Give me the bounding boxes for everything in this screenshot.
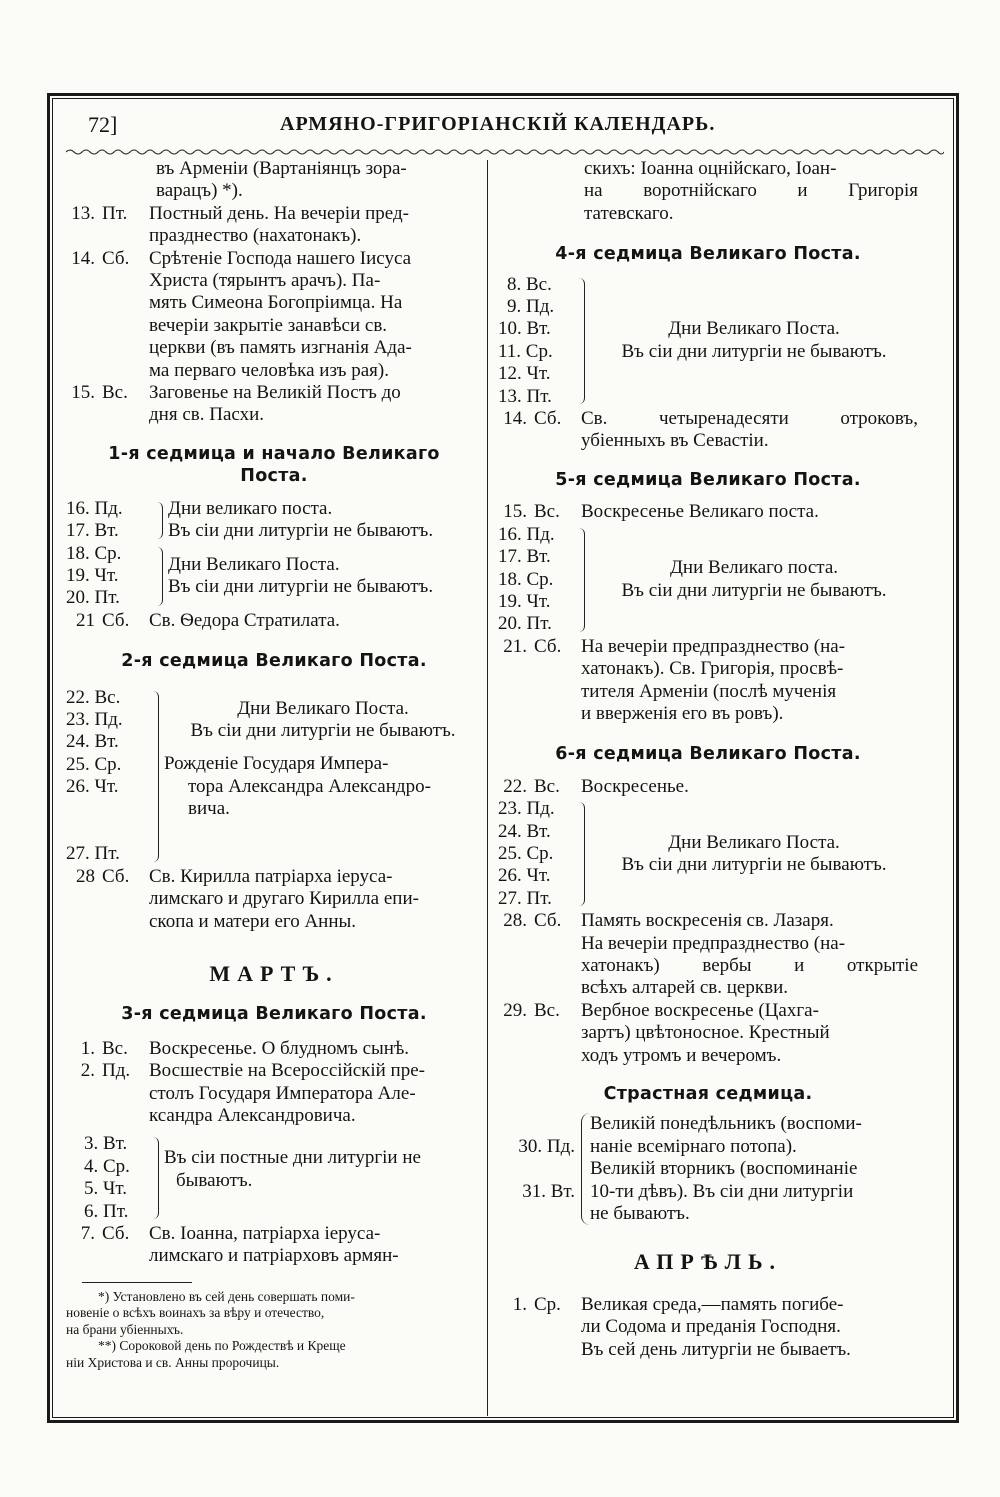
entry-weekday: Вс. [102, 1037, 128, 1059]
entry-number: 1. [512, 1293, 527, 1315]
entry-number: 13. [71, 202, 95, 224]
week-heading: 1-я седмица и начало Великаго Поста. [108, 443, 440, 487]
brace [576, 524, 590, 636]
entry-text: Св. четыренадесяти отроковъ, убіенныхъ въ Севастіи. [581, 408, 918, 452]
group-text: Въ сіи постные дни литургіи не бываютъ. [164, 1147, 421, 1191]
entry-weekday: Пд. [102, 1060, 131, 1082]
entry-text: Воскресенье. [581, 775, 689, 797]
entry-number: 2. [80, 1060, 95, 1082]
entry-number: 29. [503, 999, 527, 1021]
day-group [498, 798, 918, 910]
month-heading: МАРТЪ. [209, 961, 339, 986]
entry-weekday: Вс. [102, 382, 128, 404]
continuation-line: въ Арменіи (Вартаніянцъ зора- [156, 158, 407, 179]
group-text: Дни Великаго Поста. Въ сіи дни литургіи не бываютъ. [621, 831, 887, 876]
group-dates: 30. Пд. 31. Вт. [518, 1135, 575, 1202]
entry-text: Воскресенье. О блудномъ сынѣ. [149, 1037, 410, 1059]
brace [576, 798, 590, 910]
calendar-entry [498, 910, 918, 1000]
page-header [0, 112, 1000, 142]
week-heading: 5-я седмица Великаго Поста. [555, 469, 861, 490]
day-group [66, 543, 482, 610]
entry-weekday: Пт. [102, 202, 128, 224]
calendar-entry [66, 248, 482, 382]
entry-weekday: Ср. [534, 1293, 561, 1315]
entry-weekday: Вс. [534, 501, 560, 523]
calendar-entry [498, 1294, 918, 1361]
entry-weekday: Сб. [534, 635, 562, 657]
entry-text: Св. Іоанна, патріарха іеруса- лимскаго и патріарховъ армян- [149, 1223, 399, 1267]
entry-weekday: Сб. [102, 247, 130, 269]
group-text: Дни великаго поста. Въ сіи дни литургіи не бываютъ. [168, 497, 434, 542]
entry-weekday: Вс. [534, 999, 560, 1021]
brace [154, 498, 168, 543]
continuation-line: татевскаго. [584, 202, 674, 224]
wavy-rule [66, 148, 944, 156]
day-group [498, 274, 918, 408]
brace [150, 1133, 164, 1223]
day-group [498, 524, 918, 636]
entry-number: 15. [503, 501, 527, 523]
group-text: Дни Великаго поста. Въ сіи дни литургіи не бываютъ. [621, 557, 887, 601]
calendar-entry [498, 501, 918, 523]
entry-text: На вечеріи предпразднество (на- хатонакъ). Св. Григорія, просвѣ- тителя Арменіи (послѣ мученія и вверженія его въ ровъ). [581, 635, 846, 724]
week-heading: 6-я седмица Великаго Поста. [555, 744, 861, 765]
brace [576, 274, 590, 408]
calendar-entry [66, 1060, 482, 1127]
right-column [498, 158, 918, 1361]
entry-weekday: Сб. [102, 609, 130, 631]
entry-number: 7. [80, 1223, 95, 1245]
group-dates: 22. Вс. 23. Пд. 24. Вт. 25. Ср. 26. Чт. 27. Пт. [66, 686, 123, 865]
entry-weekday: Вс. [534, 775, 560, 797]
week-heading: 4-я седмица Великаго Поста. [555, 244, 861, 265]
calendar-entry [66, 203, 482, 248]
entry-text: Заговенье на Великій Постъ до дня св. Пасхи. [149, 382, 401, 426]
entry-number: 15. [71, 382, 95, 404]
day-group [66, 1133, 482, 1223]
week-heading: 2-я седмица Великаго Поста. [121, 651, 427, 672]
week-heading: Страстная седмица. [603, 1084, 813, 1105]
entry-weekday: Сб. [102, 1223, 130, 1245]
left-column [66, 158, 482, 1371]
group-text: Дни Великаго Поста. Въ сіи дни литургіи не бываютъ. Рожденіе Государя Импера- тора Александра Александро- вича. [164, 697, 456, 820]
entry-number: 22. [503, 775, 527, 797]
passion-week-block [498, 1113, 918, 1225]
continuation-line: скихъ: Іоанна оцнійскаго, Іоан- [584, 158, 837, 179]
group-dates: 16. Пд. 17. Вт. [66, 497, 123, 542]
calendar-entry [66, 866, 482, 933]
calendar-entry [498, 1000, 918, 1067]
calendar-entry [498, 776, 918, 798]
continuation-line: на воротнійскаго и Григорія [584, 180, 918, 202]
entry-text: Св. Ѳедора Стратилата. [149, 609, 340, 631]
brace [154, 543, 168, 610]
calendar-entry [66, 1038, 482, 1060]
calendar-entry [498, 636, 918, 726]
day-group [66, 498, 482, 543]
entry-text: Св. Кирилла патріарха іеруса- лимскаго и другаго Кирилла епи- скопа и матери его Анны. [149, 865, 419, 932]
day-group [66, 687, 482, 866]
calendar-entry [66, 610, 482, 632]
group-dates: 8. Вс. 9. Пд. 10. Вт. 11. Ср. 12. Чт. 13. Пт. [498, 273, 555, 407]
brace [150, 687, 164, 866]
entry-text: Вербное воскресенье (Цахга- зартъ) цвѣтоносное. Крестный ходъ утромъ и вечеромъ. [581, 999, 830, 1066]
month-heading: АПРѢЛЬ. [633, 1249, 783, 1275]
entry-text: Великая среда,—память погибе- ли Содома и преданія Господня. Въ сей день литургіи не бываетъ. [581, 1293, 851, 1360]
week-heading: 3-я седмица Великаго Поста. [121, 1004, 427, 1025]
entry-text: Восшествіе на Всероссійскій пре- столъ Государя Императора Але- ксандра Александровича. [149, 1060, 425, 1127]
entry-text: Срѣтеніе Господа нашего Іисуса Христа (тярынтъ арачъ). Па- мять Симеона Богопріимца. На вечеріи закрытіе занавѣси св. церкви (въ память изгнанія Ада- ма перваго человѣка изъ рая). [149, 247, 412, 381]
entry-text: Воскресенье Великаго поста. [581, 501, 819, 523]
entry-weekday: Сб. [534, 408, 562, 430]
entry-text: Память воскресенія св. Лазаря. На вечеріи предпразднество (на- хатонакъ) вербы и открытіе всѣхъ алтарей св. церкви. [581, 910, 918, 999]
entry-number: 14. [71, 247, 95, 269]
entry-number: 21. [503, 635, 527, 657]
calendar-entry [66, 1223, 482, 1268]
entry-number: 21 [76, 609, 95, 631]
group-text: Дни Великаго Поста. Въ сіи дни литургіи не бываютъ. [168, 553, 434, 598]
group-dates: 18. Ср. 19. Чт. 20. Пт. [66, 542, 122, 609]
group-dates: 16. Пд. 17. Вт. 18. Ср. 19. Чт. 20. Пт. [498, 523, 555, 635]
group-text: Дни Великаго Поста. Въ сіи дни литургіи не бываютъ. [621, 318, 887, 362]
page-number: 72] [88, 112, 118, 137]
entry-weekday: Сб. [102, 865, 130, 887]
calendar-entry [66, 382, 482, 427]
footnote-rule [82, 1282, 192, 1283]
calendar-entry [498, 408, 918, 453]
footnote: *) Установлено въ сей день совершать поми- новеніе о всѣхъ воинахъ за вѣру и отечество, на брани убіенныхъ. **) Сороковой день по Рождествѣ и Креще ніи Христова и св. Анны пророчицы. [66, 1288, 355, 1370]
running-title: АРМЯНО-ГРИГОРІАНСКІЙ КАЛЕНДАРЬ. [280, 113, 716, 135]
entry-number: 28. [503, 910, 527, 932]
entry-text: Постный день. На вечеріи пред- празднество (нахатонакъ). [149, 202, 409, 247]
entry-number: 1. [80, 1037, 95, 1059]
brace [581, 1113, 590, 1225]
continuation-line: варацъ) *). [156, 180, 243, 202]
group-dates: 3. Вт. 4. Ср. 5. Чт. 6. Пт. [84, 1133, 130, 1222]
entry-number: 28 [76, 865, 95, 887]
entry-weekday: Сб. [534, 910, 562, 932]
column-divider [487, 160, 488, 1416]
group-text: Великій понедѣльникъ (воспоми- наніе всемірнаго потопа). Великій вторникъ (воспоминаніе 10-ти дѣвъ). Въ сіи дни литургіи не бываютъ. [590, 1113, 862, 1225]
group-dates: 23. Пд. 24. Вт. 25. Ср. 26. Чт. 27. Пт. [498, 798, 555, 909]
entry-number: 14. [503, 408, 527, 430]
